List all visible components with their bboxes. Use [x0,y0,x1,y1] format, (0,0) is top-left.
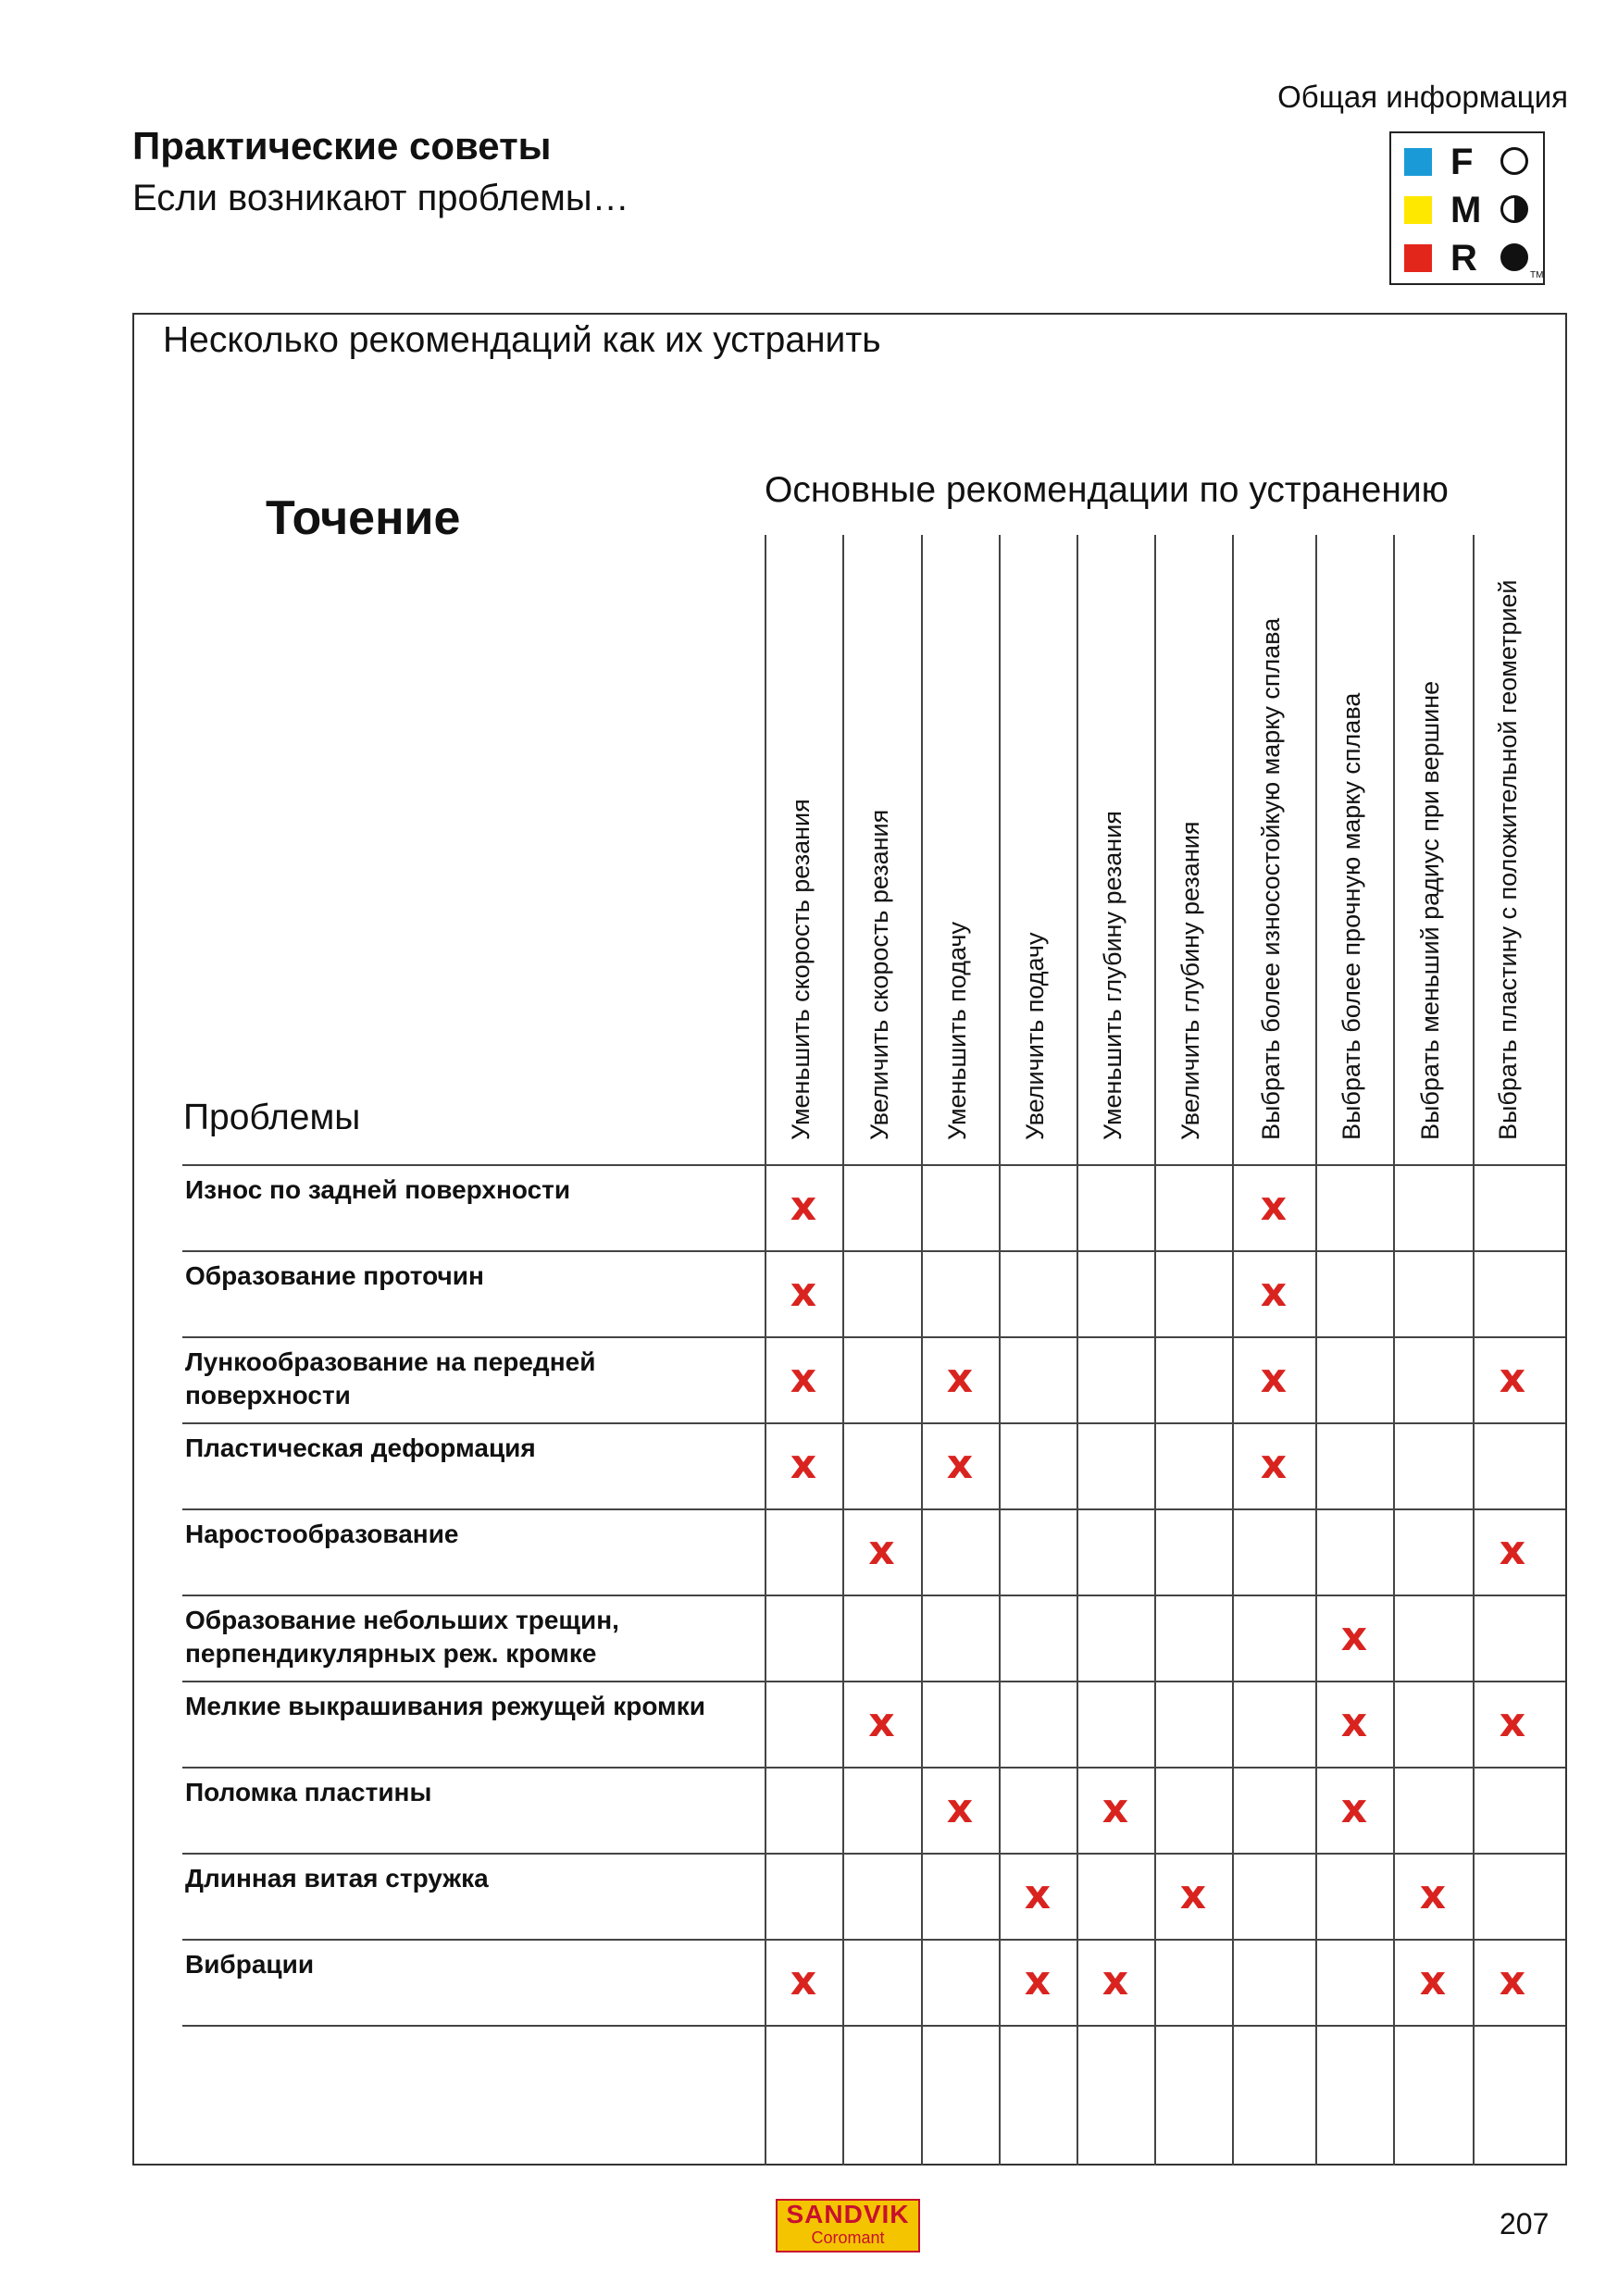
fmr-logo [1389,131,1545,285]
row-divider [182,1250,1565,1252]
page-title: Практические советы [132,124,552,168]
column-header-label: Выбрать более прочную марку сплава [1338,692,1365,1140]
recommendation-mark: x [790,1441,817,1488]
recommendation-mark: x [1260,1441,1288,1488]
recommendation-mark: x [1179,1871,1207,1918]
problem-label: Образование проточин [185,1261,484,1290]
problem-label: Лункообразование на передней поверхности [185,1347,596,1409]
recommendation-mark: x [1101,1785,1129,1832]
column-header [921,535,999,1155]
full-circle-icon [1500,243,1528,271]
logo-subbrand: Coromant [811,2228,885,2247]
half-circle-icon [1500,195,1528,223]
recommendation-mark: x [790,1269,817,1316]
page-number: 207 [1500,2207,1550,2240]
recommendation-mark: x [1024,1871,1052,1918]
recommendation-mark: x [1340,1785,1368,1832]
blue-square-icon [1404,148,1432,176]
column-header [999,535,1077,1155]
section-label: Общая информация [1277,80,1568,114]
recommendation-mark: x [946,1441,974,1488]
problem-label: Вибрации [185,1950,315,1979]
problem-label: Мелкие выкрашивания режущей кромки [185,1692,705,1720]
row-divider [182,1681,1565,1682]
row-divider [182,1508,1565,1510]
row-divider [182,2025,1565,2027]
recommendation-mark: x [1340,1613,1368,1660]
recommendation-mark: x [1499,1699,1526,1746]
column-header [1393,535,1473,1155]
fmr-row-m [1391,187,1543,233]
row-divider [182,1767,1565,1769]
problem-label: Поломка пластины [185,1778,432,1806]
row-divider [182,1422,1565,1424]
recommendation-mark: x [790,1183,817,1230]
recommendation-mark: x [1499,1355,1526,1402]
fmr-letter: F [1450,142,1474,182]
sandvik-logo [776,2199,920,2253]
recommendation-mark: x [1024,1957,1052,2004]
empty-circle-icon [1500,147,1528,175]
red-square-icon [1404,244,1432,272]
column-header-label: Увеличить глубину резания [1176,821,1204,1140]
recommendation-mark: x [790,1957,817,2004]
column-header [765,535,842,1155]
row-divider [182,1595,1565,1596]
problem-label: Наростообразование [185,1520,459,1548]
column-header [1077,535,1154,1155]
recommendation-mark: x [1260,1355,1288,1402]
logo-brand: SANDVIK [786,2200,910,2228]
column-header-label: Уменьшить подачу [943,922,971,1140]
recommendation-mark: x [946,1355,974,1402]
recommendation-table [132,313,1567,2166]
recommendation-mark: x [1499,1527,1526,1574]
recommendation-mark: x [1419,1871,1447,1918]
column-header [1473,535,1552,1155]
recommendation-mark: x [1101,1957,1129,2004]
recommendation-mark: x [1260,1183,1288,1230]
row-divider [182,1853,1565,1855]
column-header [842,535,921,1155]
problem-label: Пластическая деформация [185,1433,536,1462]
column-header [1154,535,1232,1155]
recommendation-mark: x [1419,1957,1447,2004]
recommendation-mark: x [1260,1269,1288,1316]
fmr-row-r [1391,235,1543,281]
row-divider [182,1939,1565,1941]
page-subtitle: Если возникают проблемы… [132,178,629,218]
problem-label: Износ по задней поверхности [185,1175,571,1204]
trademark-mark: TM [1530,270,1544,280]
column-header [1315,535,1393,1155]
column-header-label: Увеличить подачу [1021,932,1049,1140]
recommendations-heading: Основные рекомендации по устранению [765,470,1449,510]
operation-title: Точение [266,491,461,545]
column-header-label: Выбрать пластину с положительной геометрией [1494,579,1522,1140]
column-header-label: Уменьшить скорость резания [787,799,815,1140]
fmr-letter: R [1450,238,1477,279]
row-divider [182,1164,1565,1166]
problem-label: Длинная витая стружка [185,1864,489,1893]
column-header-label: Выбрать более износостойкую марку сплава [1257,617,1285,1140]
yellow-square-icon [1404,196,1432,224]
recommendation-mark: x [790,1355,817,1402]
fmr-row-f [1391,139,1543,185]
fmr-letter: M [1450,190,1482,230]
row-divider [182,1336,1565,1338]
column-header-label: Увеличить скорость резания [865,809,893,1140]
recommendation-mark: x [1499,1957,1526,2004]
recommendation-mark: x [868,1527,895,1574]
problems-label: Проблемы [183,1098,361,1137]
column-header-label: Выбрать меньший радиус при вершине [1416,680,1444,1140]
recommendation-mark: x [946,1785,974,1832]
table-heading: Несколько рекомендаций как их устранить [163,320,881,360]
column-header [1232,535,1315,1155]
recommendation-mark: x [868,1699,895,1746]
recommendation-mark: x [1340,1699,1368,1746]
problem-label: Образование небольших трещин, перпендикулярных реж. кромке [185,1606,619,1668]
column-header-label: Уменьшить глубину резания [1099,811,1126,1140]
